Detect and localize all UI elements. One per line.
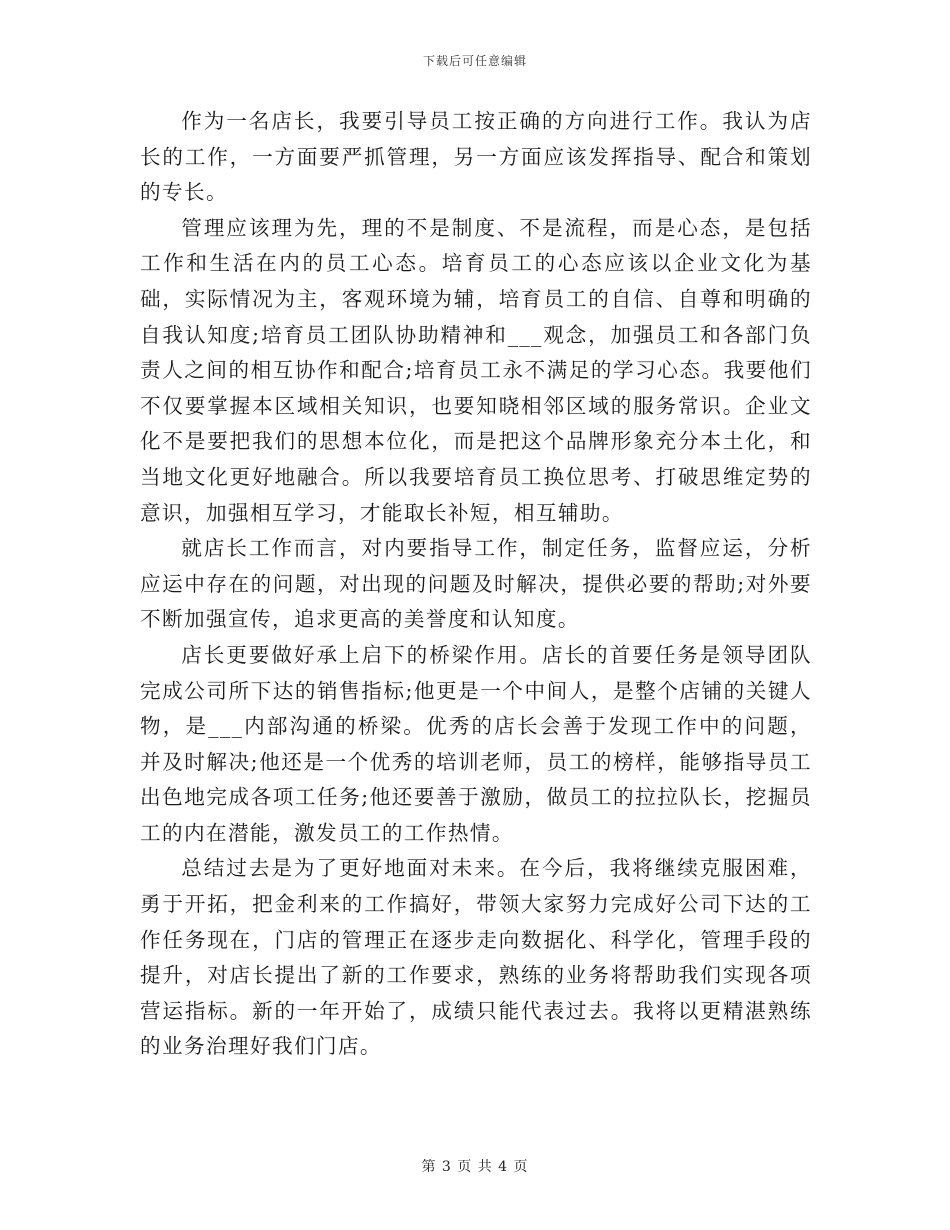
page-header-note: 下载后可任意编辑 xyxy=(422,54,527,68)
paragraph-3: 就店长工作而言，对内要指导工作，制定任务，监督应运，分析应运中存在的问题，对出现的问题及时解决，提供必要的帮助;对外要不断加强宣传，追求更高的美誉度和认知度。 xyxy=(140,536,812,632)
paragraph-2: 管理应该理为先，理的不是制度、不是流程，而是心态，是包括工作和生活在内的员工心态。培育员工的心态应该以企业文化为基础，实际情况为主，客观环境为辅，培育员工的自信、自尊和明确的自我认知度;培育员工团队协助精神和___观念，加强员工和各部门负责人之间的相互协作和配合;培育员工永不满足的学习心态。我要他们不仅要掌握本区域相关知识，也要知晓相邻区域的服务常识。企业文化不是要把我们的思想本位化，而是把这个品牌形象充分本土化，和当地文化更好地融合。所以我要培育员工换位思考、打破思维定势的意识，加强相互学习，才能取长补短，相互辅助。 xyxy=(140,215,812,525)
page-number: 第 3 页 共 4 页 xyxy=(421,1159,529,1175)
paragraph-4: 店长更要做好承上启下的桥梁作用。店长的首要任务是领导团队完成公司所下达的销售指标;他更是一个中间人，是整个店铺的关键人物，是___内部沟通的桥梁。优秀的店长会善于发现工作中的问题，并及时解决;他还是一个优秀的培训老师，员工的榜样，能够指导员工出色地完成各项工任务;他还要善于激励，做员工的拉拉队长，挖掘员工的内在潜能，激发员工的工作热情。 xyxy=(140,642,812,845)
paragraph-1: 作为一名店长，我要引导员工按正确的方向进行工作。我认为店长的工作，一方面要严抓管理，另一方面应该发挥指导、配合和策划的专长。 xyxy=(140,109,812,205)
paragraph-5: 总结过去是为了更好地面对未来。在今后，我将继续克服困难，勇于开拓，把金利来的工作搞好，带领大家努力完成好公司下达的工作任务现在，门店的管理正在逐步走向数据化、科学化，管理手段的提升，对店长提出了新的工作要求，熟练的业务将帮助我们实现各项营运指标。新的一年开始了，成绩只能代表过去。我将以更精湛熟练的业务治理好我们门店。 xyxy=(140,856,812,1059)
document-body xyxy=(140,104,812,1065)
